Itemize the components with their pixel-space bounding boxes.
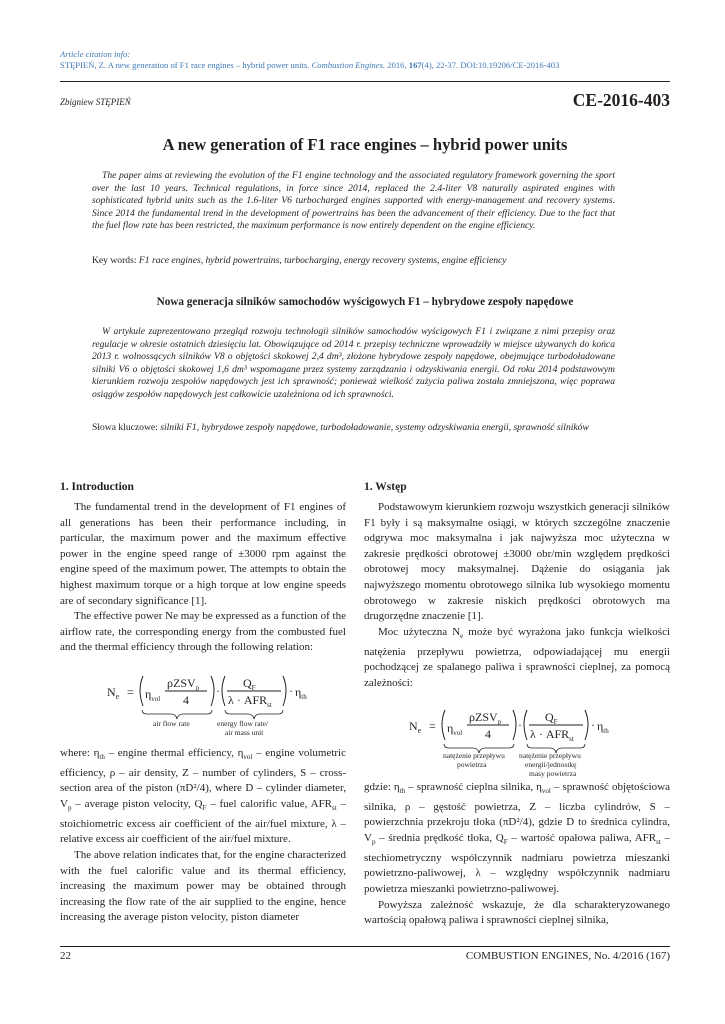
eq-label-energii-1: natężenie przepływu (519, 751, 581, 760)
section-heading-introduction: 1. Introduction (60, 481, 134, 493)
equation-moc-uzyteczna (407, 702, 637, 778)
keywords-pl (92, 422, 618, 435)
eq-qf: $Q_F$ (243, 676, 256, 692)
paren-right-2 (283, 676, 286, 706)
eq-label-natezenie-1: natężenie przepływu (443, 751, 505, 760)
citation-info (60, 49, 670, 71)
paper-title-pl: Nowa generacja silników samochodów wyścigowych F1 – hybrydowe zespoły napędowe (156, 296, 574, 308)
footer-divider (60, 946, 670, 947)
keywords-en (92, 255, 632, 268)
svg-text:=: = (429, 719, 436, 733)
eq-label-natezenie-2: powietrza (457, 760, 487, 769)
where-definitions: where: $\eta_{th}$ – engine thermal efficiency, $\eta_{vol}$ – engine volumetric efficiency, ρ – air density, Z – number of cylinders, S – cross-section area of the piston (πD²/4), where D – cylinder diameter, $V_p$ – average piston velocity, $Q_F$ – fuel calorific value, $AFR_{st}$ – stoichiometric excess air coefficient of the air/fuel mixture, λ – relative excess air coefficient of the air/fuel mixture. (60, 747, 347, 846)
svg-text:·: · (591, 718, 595, 732)
paragraph: The effective power Ne may be expressed as a function of the airflow rate, the corresponding energy from the combusted fuel and the thermal efficiency through the following relation: (60, 610, 346, 654)
paper-title: A new generation of F1 race engines – hybrid power units (162, 135, 568, 154)
journal-footer: COMBUSTION ENGINES, No. 4/2016 (167) (465, 950, 670, 962)
eq-numerator: ρZSV$_p$ (167, 676, 200, 692)
equation-effective-power (105, 668, 335, 738)
right-column-top (364, 500, 670, 691)
author: Zbigniew STĘPIEŃ (60, 97, 131, 107)
eq-eta-th: $\eta_{th}$ (295, 685, 307, 701)
eq-label-air-flow: air flow rate (153, 719, 190, 728)
abstract-en: The paper aims at reviewing the evolution of the F1 engine technology and the associated regulatory framework governing the sport over the last 10 years. Technical regulations, in force since 2014, replaced the 2.4-liter V8 naturally aspirated engines with sophisticated hybrid units such as the 1.6-liter V6 turbocharged engines supported with energy-management and recovery systems. Since 2014 the fundamental trend in the development of powertrains has been the advancement of their efficiency. Due to the fact that the fuel flow rate has been restricted, the maximum performance is now entirely dependent on the engine efficiency. (92, 170, 615, 232)
svg-text:·: · (518, 718, 522, 732)
header-divider (60, 81, 670, 82)
eq-lambda-afr: $\lambda \cdot AFR_{st}$ (228, 693, 272, 709)
paren-left-2 (222, 676, 225, 706)
paragraph: Podstawowym kierunkiem rozwoju wszystkich generacji silników F1 były i są maksymalne osiągi, w których szczególne znaczenie odgrywa moc maksymalna i jak najwyższa moc użyteczna w zakresie prędkości obrotowej ±3000 obr/min względem prędkości obrotowej mocy maksymalnej. Dążenie do osiągania jak najwyższego momentu obrotowego silnika lub wysokiego momentu obrotowego w zakresie niskich prędkości obrotowych ma drugorzędne znaczenie [1]. (364, 501, 670, 623)
citation-label: Article citation info: (60, 49, 131, 59)
paragraph: The fundamental trend in the development of F1 engines of all generations has been their performance including, in particular, the maximum power and the maximum effective power in the engine speed range of ±3000 rpm against the engine speed of the maximum power. The attempts to obtain the highest maximum torque or a high torque at low engine speeds are of secondary significance [1]. (60, 501, 346, 607)
eq-label-energy-2: air mass unit (225, 728, 264, 737)
section-heading-wstep: 1. Wstęp (364, 481, 407, 493)
keywords-en-text: F1 race engines, hybrid powertrains, turbocharging, energy recovery systems, engine efficiency (138, 255, 507, 266)
svg-text:4: 4 (485, 727, 491, 741)
eq-label-energy-1: energy flow rate/ (217, 719, 269, 728)
eq-dot: · (216, 684, 220, 698)
eq-label-energii-2: energii/jednostkę (525, 760, 577, 769)
paragraph: Powyższa zależność wskazuje, że dla scharakteryzowanego wartością opałową paliwa i sprawności cieplnej silnika, (364, 898, 670, 927)
citation-line: STĘPIEŃ, Z. A new generation of F1 race engines – hybrid power units. Combustion Engines. 2016, 167(4), 22-37. DOI:10.19206/CE-2016-403 (60, 60, 560, 70)
keywords-en-label: Key words: (92, 255, 137, 266)
svg-text:ηth: $\eta_{th}$ (597, 719, 609, 735)
eq-denominator: 4 (183, 693, 189, 707)
svg-text:ηvol: $\eta_{vol}$ (447, 721, 463, 737)
brace-1 (142, 710, 212, 719)
keywords-pl-text: silniki F1, hybrydowe zespoły napędowe, turbodoładowanie, systemy odzyskiwania energii, sprawność silników (160, 422, 589, 433)
svg-text:Ne: $N_e$ (409, 719, 422, 735)
eq-equals: = (127, 685, 134, 699)
paragraph: Moc użyteczna $N_e$ może być wyrażona jako funkcja wielkości natężenia przepływu powietrza, odpowiadającej mu energii pochodzącej ze spalanego paliwa i sprawności cieplnej, za pomocą zależności: (364, 625, 671, 689)
eq-symbol: $N_e$ (107, 685, 120, 701)
svg-text:QF: $Q_F$ (545, 710, 558, 726)
article-code: CE-2016-403 (572, 90, 670, 110)
paragraph: The above relation indicates that, for the engine characterized with the fuel calorific value and its thermal efficiency, increasing the maximum power may be obtained through increasing the flow rate of the air supplied to the engine, hence increasing the average piston velocity, piston diameter (60, 848, 346, 924)
eq-eta: $\eta_{vol}$ (145, 687, 161, 703)
paren-right (211, 676, 214, 706)
page-number: 22 (60, 950, 71, 962)
brace-2 (225, 710, 283, 719)
svg-text:λ · AFRst: $\lambda \cdot AFR_{st}$ (530, 727, 574, 743)
eq-dot-2: · (289, 684, 293, 698)
left-column-bottom (60, 746, 346, 926)
svg-text:ρZSVp: ρZSV$_p$ (469, 710, 502, 726)
left-column-top (60, 500, 346, 656)
paren-left (140, 676, 143, 706)
keywords-pl-label: Słowa kluczowe: (92, 422, 158, 433)
gdzie-definitions: gdzie: $\eta_{th}$ – sprawność cieplna silnika, $\eta_{vol}$ – sprawność objętościowa silnika, ρ – gęstość powietrza, Z – liczba cylindrów, S – powierzchnia przekroju tłoka (πD²/4), gdzie D to średnica cylindra, $V_p$ – średnia prędkość tłoka, $Q_F$ – wartość opałowa paliwa, $AFR_{st}$ – stechiometryczny współczynnik nadmiaru powietrza mieszanki powietrzno-paliwowej, λ – względny współczynnik nadmiaru powietrza mieszanki powietrzno-paliwowej. (364, 781, 670, 895)
abstract-pl: W artykule zaprezentowano przegląd rozwoju technologii silników samochodów wyścigowych F1 i związane z nimi przepisy oraz regulacje w okresie ostatnich dziesięciu lat. Obowiązujące od 2014 r. przepisy techniczne wprowadziły w miejsce używanych do końca 2013 r. wolnossących silników V8 o objętości skokowej 2,4 dm³, złożone hybrydowe zespoły napędowe, obejmujące turbodoładowane silniki V6 o objętości skokowej 1,6 dm³ wspomagane przez systemy zarządzania i odzyskiwania energii. Od roku 2014 podstawowym kierunkiem rozwoju zespołów napędowych jest ich sprawność; ponieważ wielkość zużycia paliwa została zmniejszona, więc poprawa osiągów zespołów napędowych jest całkowicie uzależniona od ich sprawności. (92, 326, 615, 400)
right-column-bottom (364, 780, 670, 929)
eq-label-energii-3: masy powietrza (529, 769, 577, 778)
